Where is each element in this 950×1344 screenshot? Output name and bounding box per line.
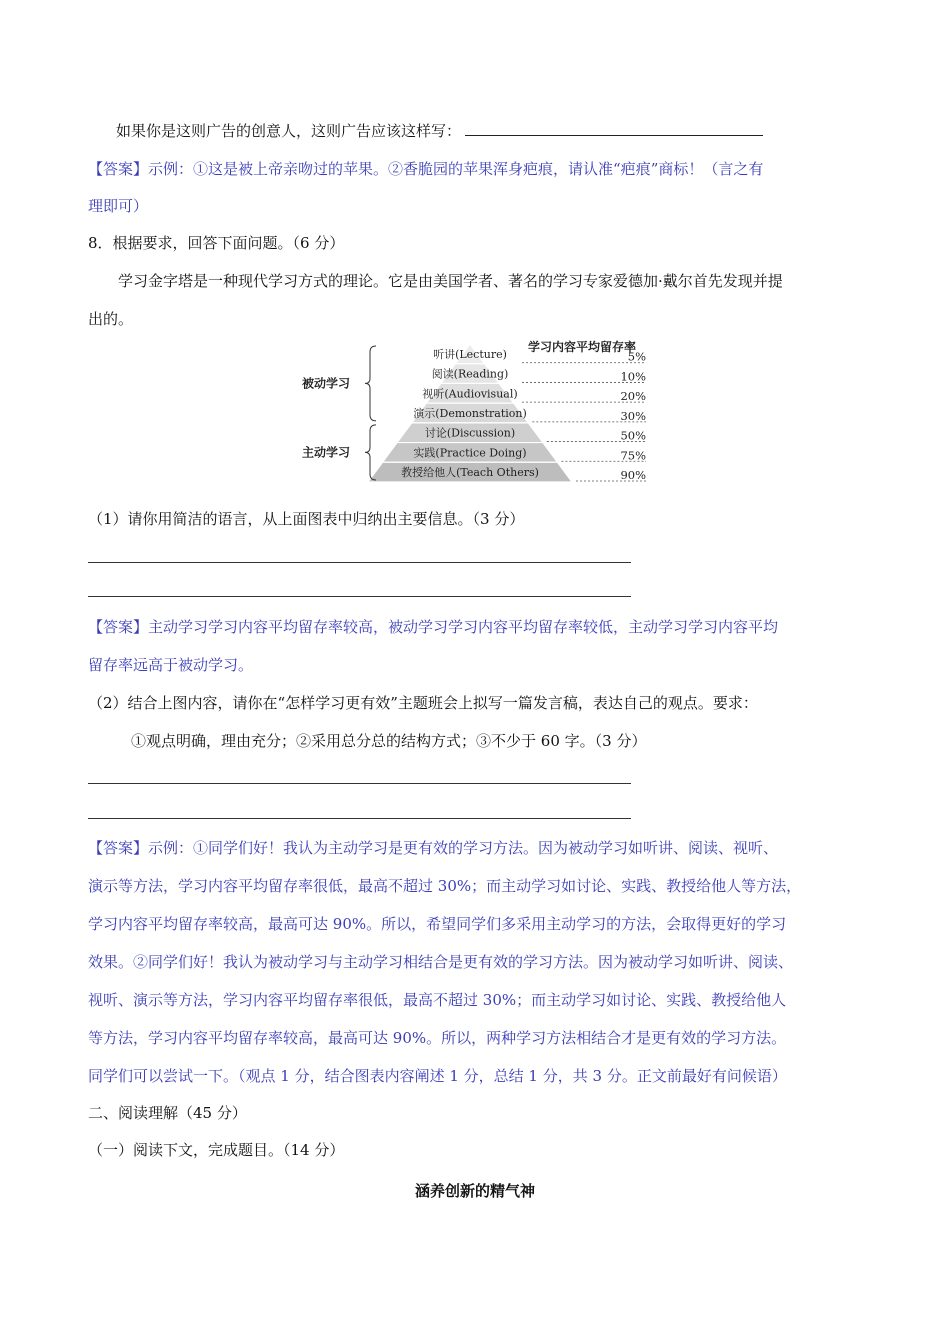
answer-1-line-2: 理即可） [88,197,149,215]
value-label: 50% [620,428,646,443]
answer-3-line-6: 等方法，学习内容平均留存率较高，最高可达 90%。所以，两种学习方法相结合才是更有效的学习方法。 [88,1029,787,1047]
answer-3-line-1 [88,838,778,858]
group-bracket [365,346,376,421]
answer-tag: 【答案】 [88,160,149,178]
value-label: 10% [620,369,646,384]
answer-line[interactable] [88,783,631,784]
answer-blank[interactable] [465,121,763,136]
answer-2-line-2: 留存率远高于被动学习。 [88,656,254,674]
answer-text: 主动学习学习内容平均留存率较高，被动学习学习内容平均留存率较低，主动学习学习内容平均 [148,618,779,636]
question-8-intro-1: 学习金字塔是一种现代学习方式的理论。它是由美国学者、著名的学习专家爱德加·戴尔首先发现并提 [118,272,783,290]
answer-1-line-1 [88,159,763,179]
section-2-title: 二、阅读理解（45 分） [88,1104,247,1122]
answer-3-line-7: 同学们可以尝试一下。（观点 1 分，结合图表内容阐述 1 分，总结 1 分，共 3 分。正文前最好有问候语） [88,1067,787,1085]
sub-question-2-line-2: ①观点明确，理由充分；②采用总分总的结构方式；③不少于 60 字。（3 分） [131,732,647,750]
answer-3-line-3: 学习内容平均留存率较高，最高可达 90%。所以，希望同学们多采用主动学习的方法，会取得更好的学习 [88,915,787,933]
category-label: 阅读(Reading) [431,367,509,381]
answer-3-line-5: 视听、演示等方法，学习内容平均留存率很低，最高不超过 30%；而主动学习如讨论、实践、教授给他人 [88,991,787,1009]
learning-pyramid-chart [300,336,655,486]
ad-prompt [116,121,763,141]
chart-header: 学习内容平均留存率 [528,340,637,354]
answer-3-line-4: 效果。②同学们好！我认为被动学习与主动学习相结合是更有效的学习方法。因为被动学习如听讲、阅读、 [88,953,794,971]
question-8-title: 8．根据要求，回答下面问题。（6 分） [88,234,345,252]
question-8-intro-2: 出的。 [88,310,134,328]
value-label: 5% [627,349,646,364]
category-label: 视听(Audiovisual) [422,387,518,401]
category-label: 演示(Demonstration) [413,407,527,420]
value-label: 90% [620,468,646,482]
sub-question-2-line-1: （2）结合上图内容，请你在“怎样学习更有效”主题班会上拟写一篇发言稿，表达自己的观点。要求： [88,694,758,712]
answer-line[interactable] [88,562,631,563]
category-label: 教授给他人(Teach Others) [401,466,539,480]
answer-tag: 【答案】 [88,839,149,857]
group-label: 被动学习 [302,376,351,391]
sub-question-1: （1）请你用简洁的语言，从上面图表中归纳出主要信息。（3 分） [88,510,525,528]
section-2-part-1: （一）阅读下文，完成题目。（14 分） [88,1141,345,1159]
answer-line[interactable] [88,596,631,597]
value-label: 20% [620,389,646,404]
category-label: 实践(Practice Doing) [413,446,527,460]
answer-tag: 【答案】 [88,618,149,636]
answer-text: 示例：①这是被上帝亲吻过的苹果。②香脆园的苹果浑身疤痕，请认准“疤痕”商标！（言之有 [148,160,764,178]
group-bracket [365,425,376,480]
category-label: 讨论(Discussion) [424,426,516,440]
ad-prompt-text: 如果你是这则广告的创意人，这则广告应该这样写： [116,122,462,140]
group-brackets [302,346,376,480]
category-label: 听讲(Lecture) [433,347,507,361]
answer-3-line-2: 演示等方法，学习内容平均留存率很低，最高不超过 30%；而主动学习如讨论、实践、教授给他人等方法， [88,877,802,895]
category-labels [401,347,539,479]
value-label: 30% [620,408,646,423]
value-label: 75% [620,448,646,463]
group-label: 主动学习 [302,445,351,460]
answer-2-line-1 [88,617,778,637]
answer-line[interactable] [88,818,631,819]
article-title: 涵养创新的精气神 [414,1182,535,1200]
answer-text: 示例：①同学们好！我认为主动学习是更有效的学习方法。因为被动学习如听讲、阅读、视听、 [148,839,779,857]
